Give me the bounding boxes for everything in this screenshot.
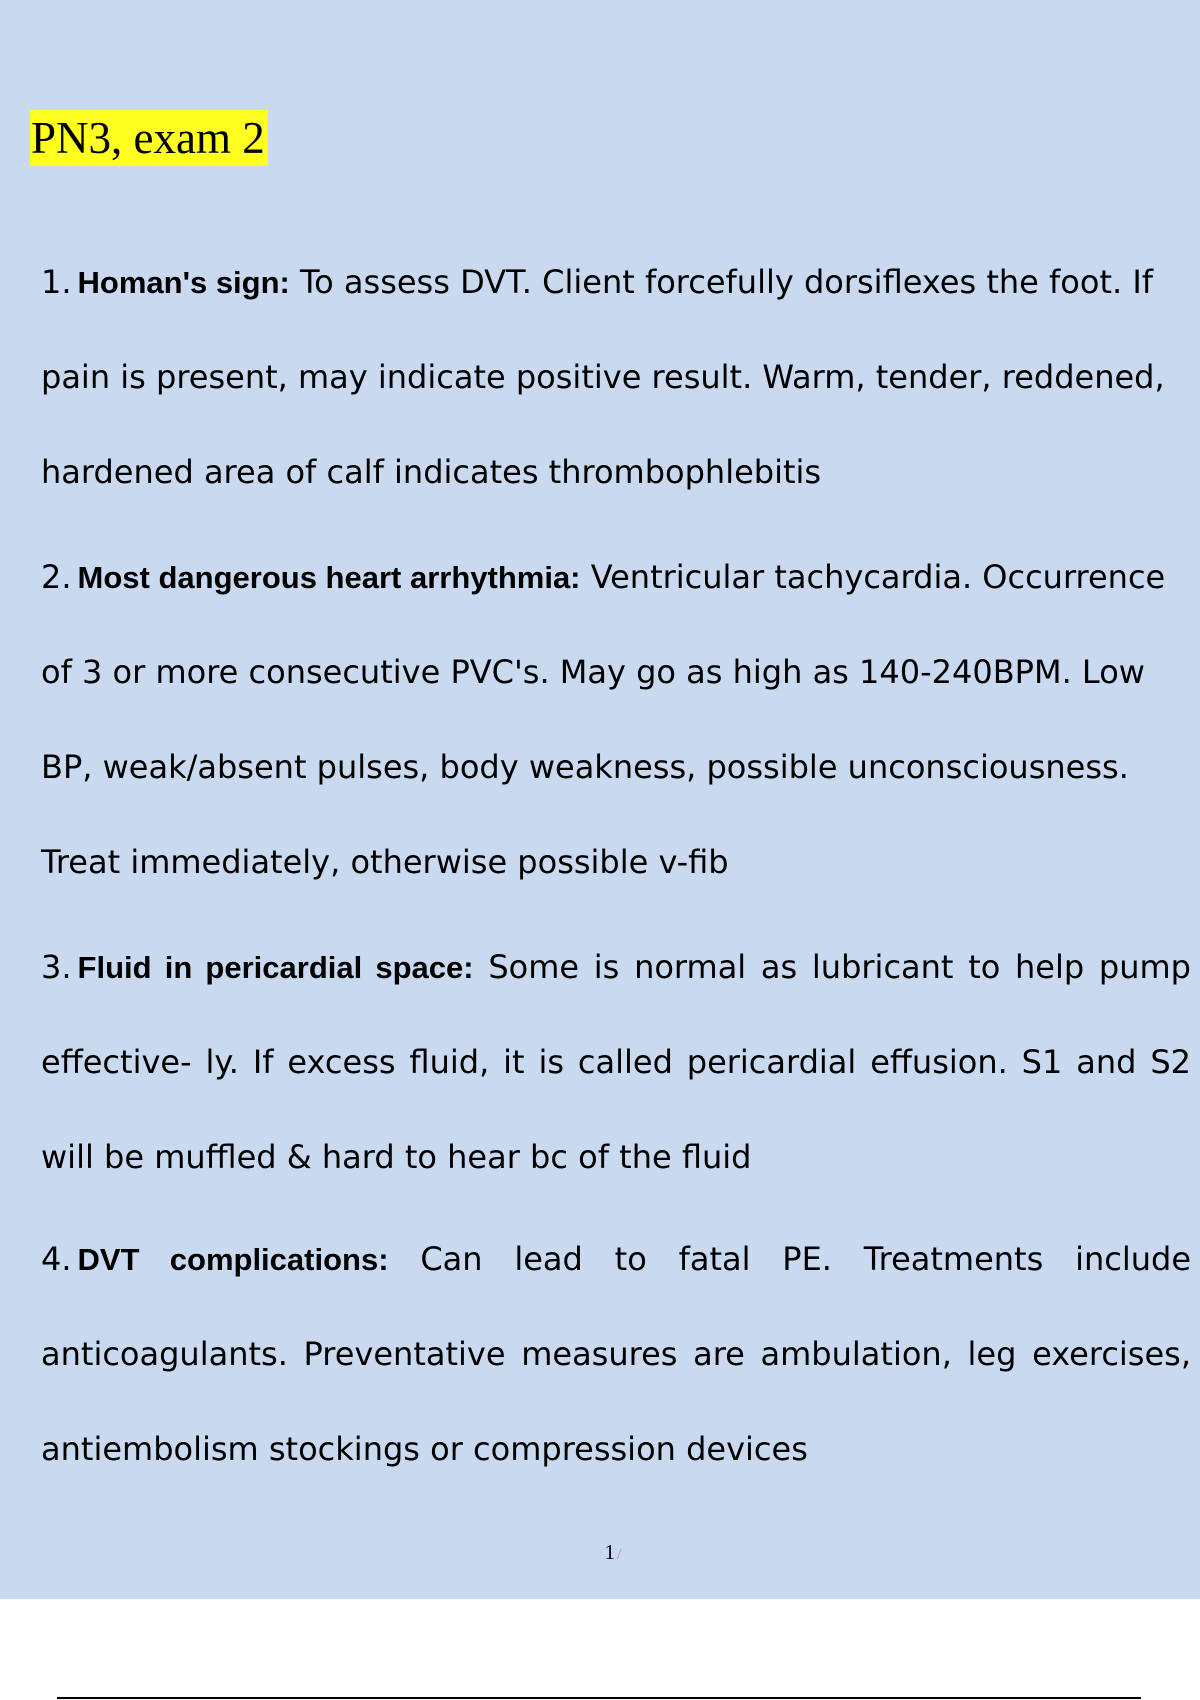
item-number: 1. <box>41 263 72 301</box>
item-text: To assess DVT. Client forcefully dorsiflexes the foot. If pain is present, may indicate positive result. Warm, tender, reddened, hardened area of calf indicates thrombophlebitis <box>41 263 1165 491</box>
list-item <box>41 1212 1191 1497</box>
item-number: 3. <box>41 948 72 986</box>
item-number: 4. <box>41 1240 72 1278</box>
page-number-value: 1 <box>604 1540 616 1564</box>
list-item <box>41 530 1191 910</box>
footer-divider <box>57 1697 1141 1699</box>
page-number <box>0 1540 1200 1565</box>
item-text: Ventricular tachycardia. Occurrence of 3 or more consecutive PVC's. May go as high as 140-240BPM. Low BP, weak/absent pulses, body weakness, possible unconsciousness. Treat immediately, otherwise possible v-fib <box>41 558 1166 881</box>
item-number: 2. <box>41 558 72 596</box>
item-term: Most dangerous heart arrhythmia: <box>77 560 581 595</box>
page-number-separator: / <box>617 1546 622 1563</box>
item-term: Fluid in pericardial space: <box>77 950 474 985</box>
item-term: Homan's sign: <box>77 265 290 300</box>
item-text: Can lead to fatal PE. Treatments include anticoagulants. Preventative measures are ambulation, leg exercises, antiembolism stockings or compression devices <box>41 1240 1192 1468</box>
list-item <box>41 920 1191 1205</box>
item-text: Some is normal as lubricant to help pump effective- ly. If excess fluid, it is called pericardial effusion. S1 and S2 will be muffled & hard to hear bc of the fluid <box>41 948 1191 1176</box>
item-term: DVT complications: <box>77 1242 389 1277</box>
list-item <box>41 235 1191 520</box>
document-title: PN3, exam 2 <box>30 110 268 166</box>
